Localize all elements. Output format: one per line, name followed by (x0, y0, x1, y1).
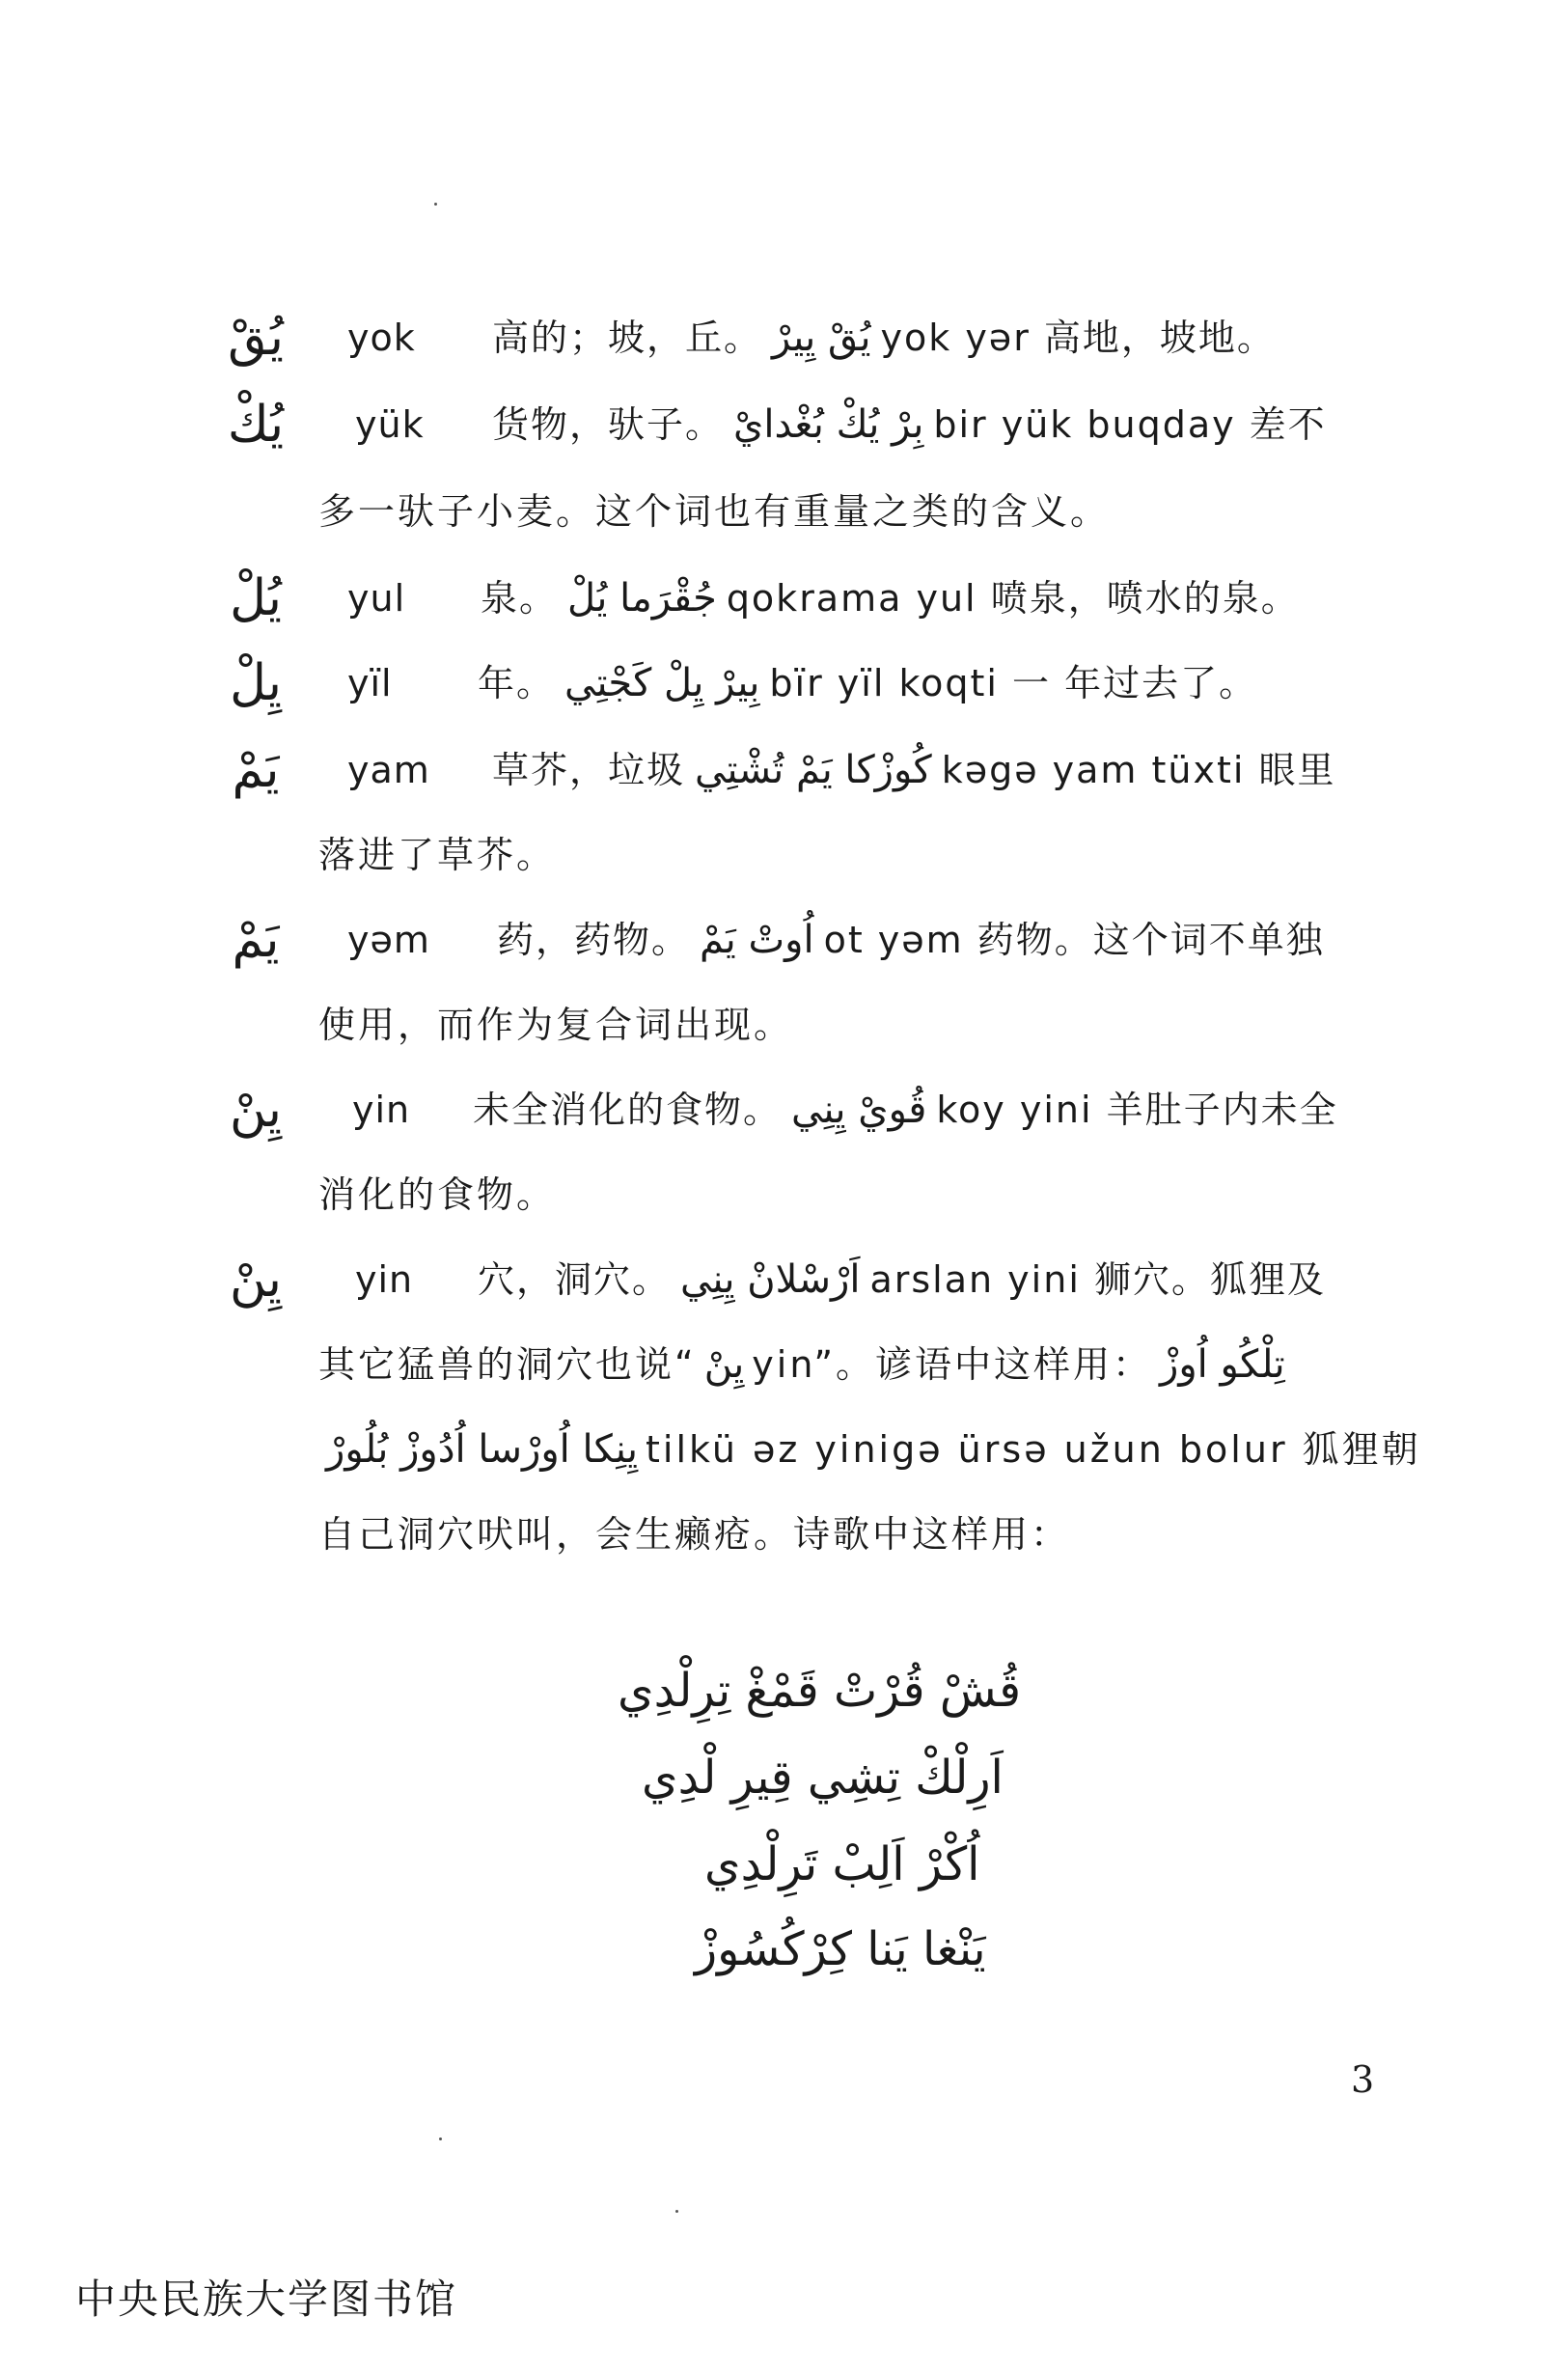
continuation-text: tilkü əz yinigə ürsə užun bolur 狐狸朝 (646, 1428, 1421, 1471)
entry-definition (492, 309, 1276, 367)
entry-continuation: 自己洞穴吠叫，会生癞疮。诗歌中这样用： (318, 1513, 1071, 1556)
entry-transliteration: yəm (347, 919, 430, 961)
example-arabic: يُقْ يِيرْ (772, 316, 871, 360)
example-arabic: كُوزْكا يَمْ تُشْتِي (695, 748, 932, 792)
poem-line: قُشْ قُرْتْ قَمْغْ تِرِلْدِي (618, 1664, 1022, 1718)
definition-text: arslan yini 狮穴。狐狸及 (869, 1258, 1326, 1301)
definition-text: 穴，洞穴。 (478, 1258, 672, 1301)
proverb-arabic: تِلْكُو اُوزْ (1160, 1342, 1285, 1387)
entry-continuation: 落进了草芥。 (318, 834, 557, 876)
scan-speck (439, 2138, 442, 2140)
definition-text: qokrama yul 喷泉，喷水的泉。 (726, 577, 1300, 620)
page-number: 3 (1351, 2058, 1375, 2101)
poem-line: اَرِلْكْ تِشِي قِيرِ لْدِي (642, 1751, 1004, 1805)
entry-headword: يِلْ (230, 654, 282, 712)
definition-text: 草芥，垃圾 (492, 749, 686, 791)
entry-transliteration: yul (347, 577, 406, 620)
scan-speck (675, 2210, 678, 2213)
entry-headword: يَمْ (232, 911, 280, 969)
poem-line: اُكْرْ اَلِبْ تَرِلْدِي (704, 1837, 980, 1891)
example-arabic: اُوتْ يَمْ (700, 918, 814, 962)
entry-definition (492, 741, 1336, 799)
continuation-text: yin”。谚语中这样用： (752, 1343, 1153, 1386)
entry-definition (473, 1081, 1338, 1139)
proverb-arabic: يِنِكا اُورْسا اُدُوزْ بُلُورْ (326, 1427, 638, 1472)
entry-definition (481, 569, 1300, 627)
definition-text: 高的；坡，丘。 (492, 317, 763, 359)
example-arabic: بِيرْ يِلْ كَجْتِي (564, 661, 760, 705)
example-arabic: بِرْ يُكْ بُغْدايْ (733, 402, 924, 447)
entry-headword: يُقْ (228, 309, 284, 367)
entry-definition (492, 396, 1327, 454)
entry-continuation: 多一驮子小麦。这个词也有重量之类的含义。 (318, 490, 1111, 533)
definition-text: 药，药物。 (497, 919, 691, 961)
definition-text: 泉。 (481, 577, 559, 620)
definition-text: koy yini 羊肚子内未全 (936, 1089, 1338, 1131)
entry-transliteration: yam (347, 749, 430, 791)
definition-text: 年。 (478, 662, 556, 704)
example-arabic: جُقْرَما يُلْ (567, 576, 717, 621)
entry-transliteration: yïl (347, 662, 393, 704)
entry-headword: يُلْ (230, 569, 282, 627)
entry-definition (478, 1251, 1326, 1309)
definition-text: bïr yïl koqti 一 年过去了。 (769, 662, 1258, 704)
entry-continuation (318, 1420, 1421, 1478)
entry-headword: يُكْ (227, 396, 285, 454)
definition-text: ot yəm 药物。这个词不单独 (823, 919, 1325, 961)
example-arabic: قُويْ يِنِي (791, 1088, 927, 1132)
entry-transliteration: yük (355, 403, 425, 446)
entry-transliteration: yin (355, 1258, 414, 1301)
definition-text: kəgə yam tüxti 眼里 (941, 749, 1336, 791)
entry-headword: يَمْ (232, 741, 280, 799)
continuation-text: 其它猛兽的洞穴也说“ (318, 1343, 697, 1386)
entry-headword: يِنْ (229, 1081, 283, 1139)
example-arabic: اَرْسْلانْ يِنِي (680, 1257, 861, 1302)
definition-text: 货物，驮子。 (492, 403, 725, 446)
definition-text: 未全消化的食物。 (473, 1089, 783, 1131)
entry-definition (478, 654, 1257, 712)
entry-continuation (318, 1336, 1293, 1393)
entry-transliteration: yin (352, 1089, 411, 1131)
definition-text: yok yər 高地，坡地。 (880, 317, 1276, 359)
entry-transliteration: yok (347, 317, 416, 359)
library-watermark: 中央民族大学图书馆 (75, 2275, 458, 2323)
example-arabic: يِنْ (703, 1342, 745, 1387)
poem-line: يَنْغا يَنا كِرْكُسُوزْ (695, 1922, 986, 1976)
definition-text: bir yük buqday 差不 (933, 403, 1327, 446)
scan-speck (434, 203, 437, 206)
entry-continuation: 使用，而作为复合词出现。 (318, 1004, 794, 1046)
entry-definition (497, 911, 1325, 969)
entry-headword: يِنْ (229, 1251, 283, 1309)
entry-continuation: 消化的食物。 (318, 1173, 557, 1216)
